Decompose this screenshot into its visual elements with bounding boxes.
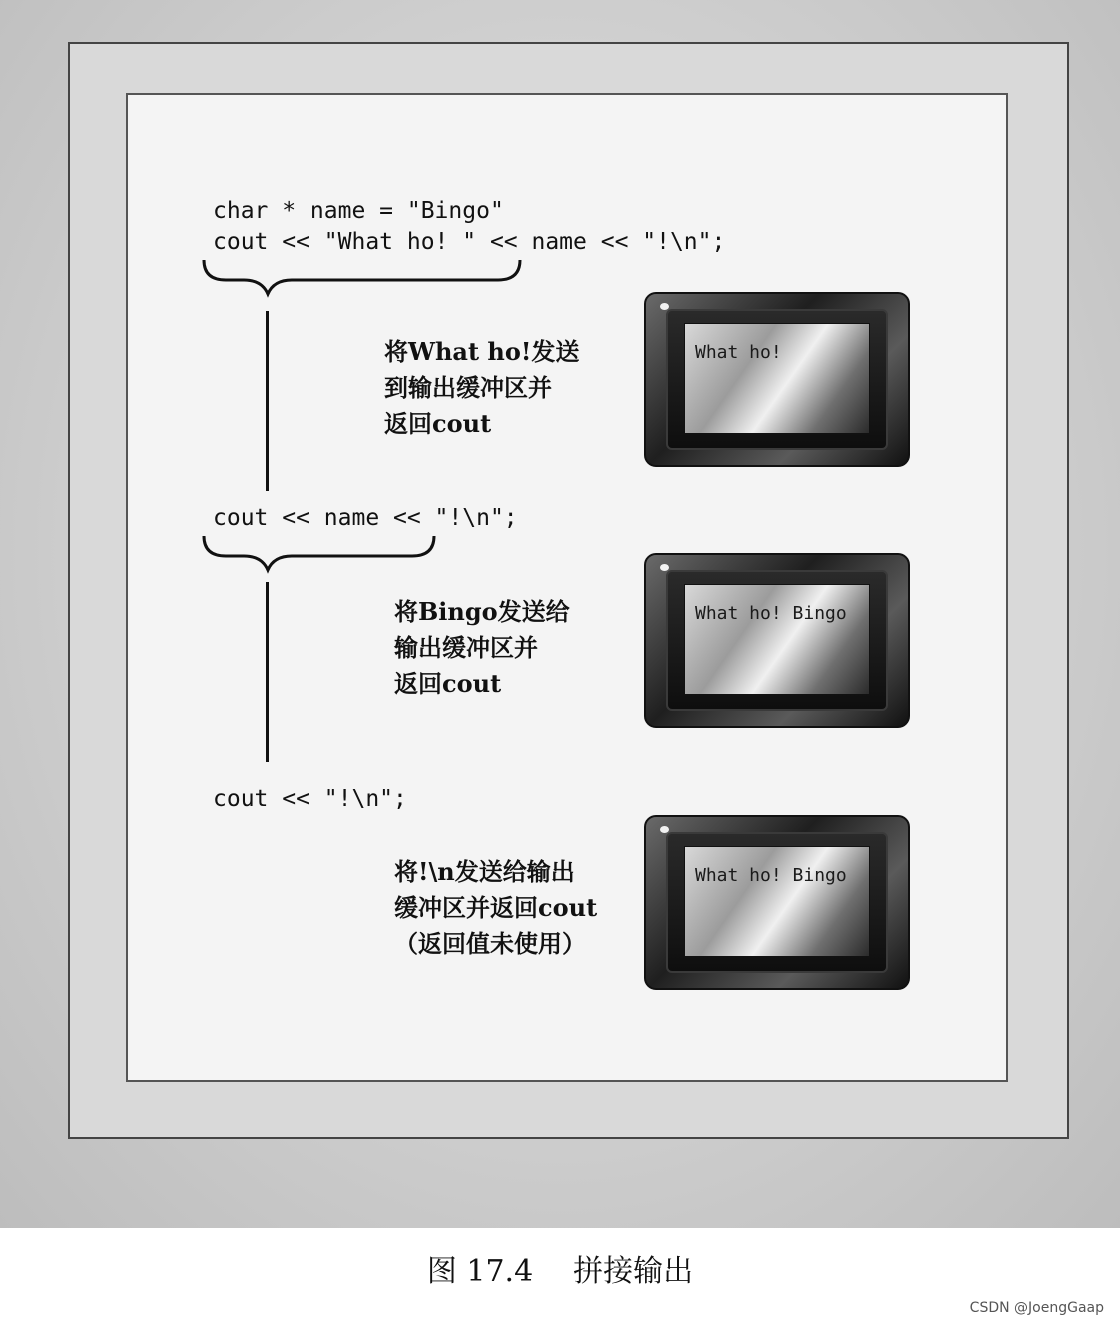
step-1-desc-line: 到输出缓冲区并 bbox=[384, 373, 552, 402]
connector-line-2 bbox=[266, 582, 269, 762]
figure-caption bbox=[0, 1246, 1120, 1290]
step-3-desc-line: 将!\n发送给输出 bbox=[394, 857, 575, 886]
power-led-icon bbox=[660, 564, 669, 571]
power-led-icon bbox=[660, 826, 669, 833]
output-screen-1 bbox=[684, 323, 870, 434]
screen-output-text: What ho! Bingo bbox=[695, 603, 847, 624]
screen-output-text: What ho! bbox=[695, 342, 782, 363]
connector-line-1 bbox=[266, 311, 269, 491]
screen-output-text: What ho! Bingo bbox=[695, 865, 847, 886]
figure-title: 拼接输出 bbox=[573, 1254, 694, 1289]
code-line-after-second-insertion: cout << "!\n"; bbox=[213, 786, 407, 812]
code-line-after-first-insertion: cout << name << "!\n"; bbox=[213, 505, 518, 531]
step-2-desc-line: 返回cout bbox=[394, 669, 502, 698]
brace-first-expression bbox=[200, 256, 525, 296]
power-led-icon bbox=[660, 303, 669, 310]
code-line-declaration: char * name = "Bingo" bbox=[213, 198, 504, 224]
source-watermark: CSDN @JoengGaap bbox=[969, 1300, 1104, 1316]
monitor-icon-step-2 bbox=[644, 553, 910, 728]
step-3-desc-line: 缓冲区并返回cout bbox=[394, 893, 598, 922]
output-screen-2 bbox=[684, 584, 870, 695]
code-line-full-statement: cout << "What ho! " << name << "!\n"; bbox=[213, 229, 726, 255]
step-1-desc-line: 返回cout bbox=[384, 409, 492, 438]
step-1-description bbox=[384, 334, 579, 442]
brace-second-expression bbox=[200, 532, 440, 572]
output-screen-3 bbox=[684, 846, 870, 957]
step-3-desc-line: （返回值未使用） bbox=[394, 929, 586, 958]
step-3-description bbox=[394, 854, 597, 962]
monitor-icon-step-3 bbox=[644, 815, 910, 990]
step-2-desc-line: 输出缓冲区并 bbox=[394, 633, 538, 662]
step-1-desc-line: 将What ho!发送 bbox=[384, 337, 580, 366]
figure-number: 图 17.4 bbox=[426, 1254, 534, 1289]
step-2-description bbox=[394, 594, 570, 702]
step-2-desc-line: 将Bingo发送给 bbox=[394, 597, 570, 626]
monitor-icon-step-1 bbox=[644, 292, 910, 467]
